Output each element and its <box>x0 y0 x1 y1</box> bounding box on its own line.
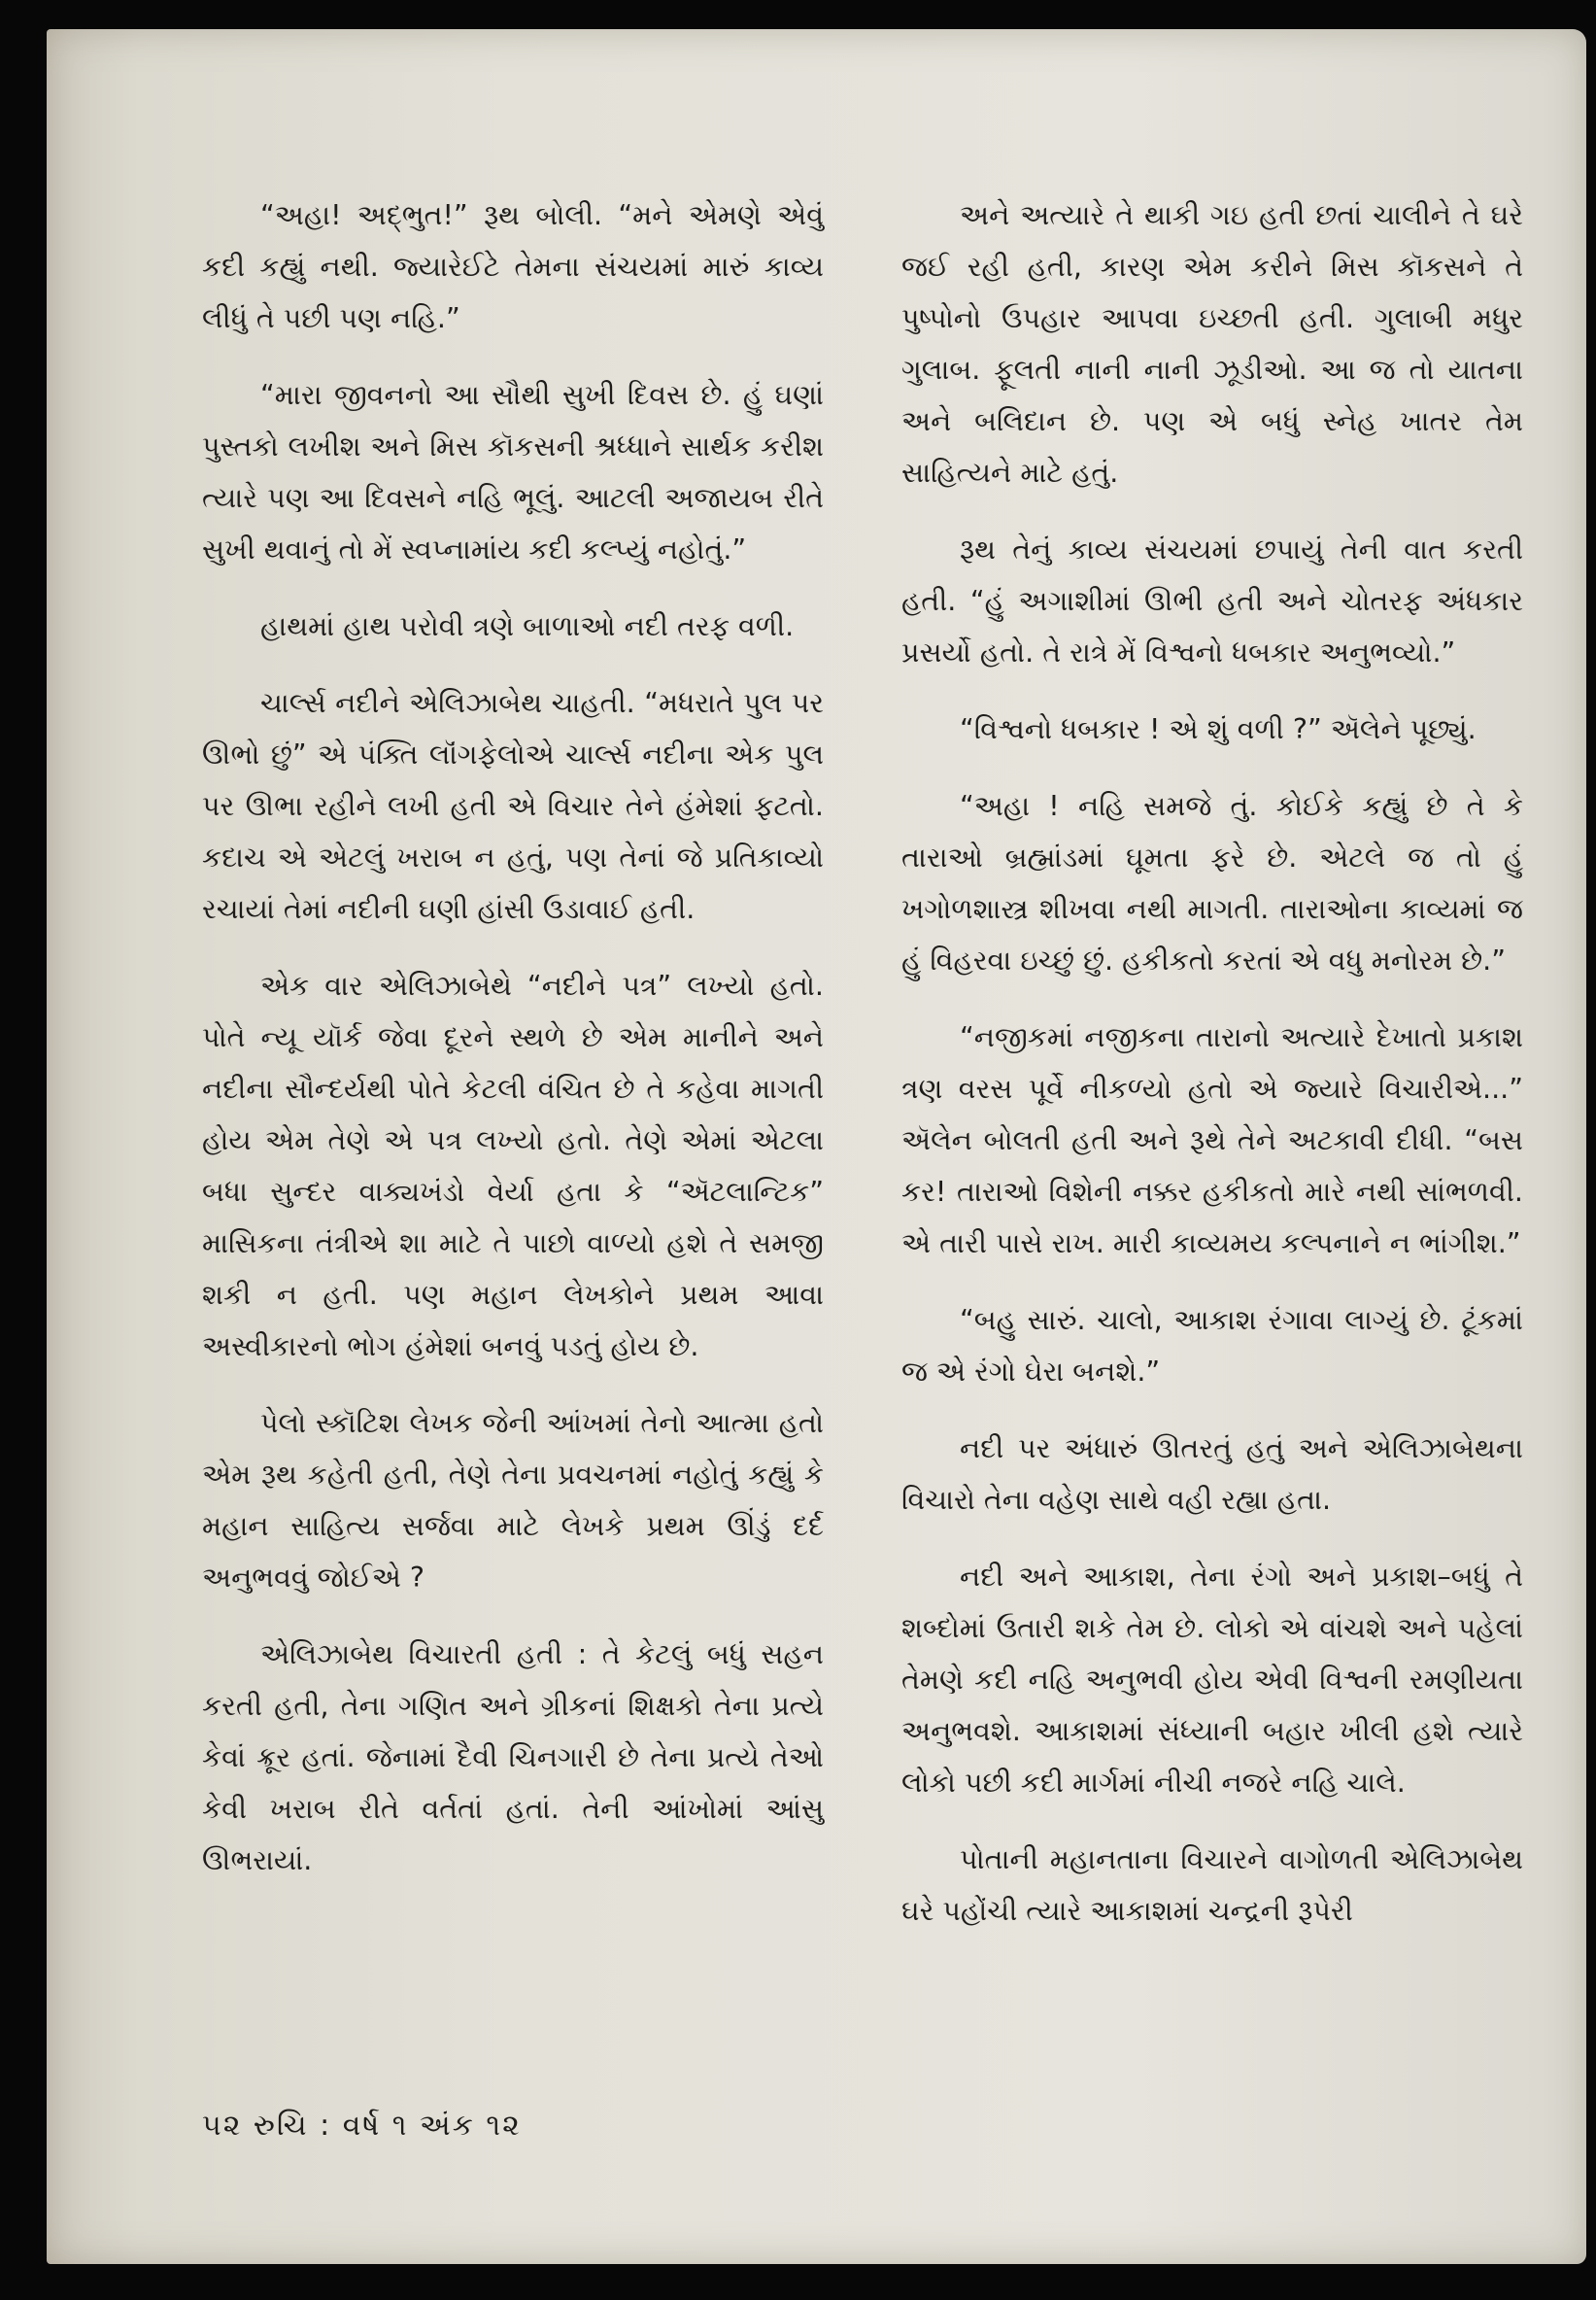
paragraph: એલિઝાબેથ વિચારતી હતી : તે કેટલું બધું સહન કરતી હતી, તેના ગણિત અને ગ્રીકનાં શિક્ષકો તેના પ્રત્યે કેવાં ક્રૂર હતાં. જેનામાં દૈવી ચિનગારી છે તેના પ્રત્યે તેઓ કેવી ખરાબ રીતે વર્તતાં હતાં. તેની આંખોમાં આંસુ ઊભરાયાં. <box>202 1638 824 1876</box>
paragraph: પેલો સ્કૉટિશ લેખક જેની આંખમાં તેનો આત્મા હતો એમ રૂથ કહેતી હતી, તેણે તેના પ્રવચનમાં નહોતું કહ્યું કે મહાન સાહિત્ય સર્જવા માટે લેખકે પ્રથમ ઊંડું દર્દ અનુભવવું જોઈએ ? <box>202 1407 824 1594</box>
paragraph: પોતાની મહાનતાના વિચારને વાગોળતી એલિઝાબેથ ઘરે પહોંચી ત્યારે આકાશમાં ચન્દ્રની રૂપેરી <box>901 1843 1523 1927</box>
left-column <box>202 189 824 1911</box>
magazine-page <box>47 29 1586 2264</box>
paragraph: “બહુ સારું. ચાલો, આકાશ રંગાવા લાગ્યું છે. ટૂંકમાં જ એ રંગો ઘેરા બનશે.” <box>901 1304 1523 1388</box>
page-footer: ૫૨ રુચિ : વર્ષ ૧ અંક ૧૨ <box>202 2109 522 2143</box>
paragraph: “અહા ! નહિ સમજે તું. કોઈકે કહ્યું છે તે કે તારાઓ બ્રહ્માંડમાં ઘૂમતા ફરે છે. એટલે જ તો હું ખગોળશાસ્ત્ર શીખવા નથી માગતી. તારાઓના કાવ્યમાં જ હું વિહરવા ઇચ્છું છું. હકીકતો કરતાં એ વધુ મનોરમ છે.” <box>901 790 1523 977</box>
paragraph: “અહા! અદ્ભુત!” રૂથ બોલી. “મને એમણે એવું કદી કહ્યું નથી. જ્યારેઈટે તેમના સંચયમાં મારું કાવ્ય લીધું તે પછી પણ નહિ.” <box>202 199 824 334</box>
paragraph: નદી પર અંધારું ઊતરતું હતું અને એલિઝાબેથના વિચારો તેના વહેણ સાથે વહી રહ્યા હતા. <box>901 1432 1523 1516</box>
paragraph: “વિશ્વનો ધબકાર ! એ શું વળી ?” ઍલેને પૂછ્યું. <box>960 713 1477 745</box>
paragraph: “નજીકમાં નજીકના તારાનો અત્યારે દેખાતો પ્રકાશ ત્રણ વરસ પૂર્વે નીકળ્યો હતો એ જ્યારે વિચારીએ...” ઍલેન બોલતી હતી અને રૂથે તેને અટકાવી દીધી. “બસ કર! તારાઓ વિશેની નક્કર હકીકતો મારે નથી સાંભળવી. એ તારી પાસે રાખ. મારી કાવ્યમય કલ્પનાને ન ભાંગીશ.” <box>901 1021 1523 1259</box>
paragraph: એક વાર એલિઝાબેથે “નદીને પત્ર” લખ્યો હતો. પોતે ન્યૂ યૉર્ક જેવા દૂરને સ્થળે છે એમ માનીને અને નદીના સૌન્દર્યથી પોતે કેટલી વંચિત છે તે કહેવા માગતી હોય એમ તેણે એ પત્ર લખ્યો હતો. તેણે એમાં એટલા બધા સુન્દર વાક્યખંડો વેર્યા હતા કે “ઍટલાન્ટિક” માસિકના તંત્રીએ શા માટે તે પાછો વાળ્યો હશે તે સમજી શકી ન હતી. પણ મહાન લેખકોને પ્રથમ આવા અસ્વીકારનો ભોગ હંમેશાં બનવું પડતું હોય છે. <box>202 970 824 1362</box>
right-column <box>901 189 1523 1962</box>
paragraph: અને અત્યારે તે થાકી ગઇ હતી છતાં ચાલીને તે ઘરે જઈ રહી હતી, કારણ એમ કરીને મિસ કૉકસને તે પુષ્પોનો ઉપહાર આપવા ઇચ્છતી હતી. ગુલાબી મધુર ગુલાબ. ફૂલતી નાની નાની ઝૂડીઓ. આ જ તો યાતના અને બલિદાન છે. પણ એ બધું સ્નેહ ખાતર તેમ સાહિત્યને માટે હતું. <box>901 199 1523 489</box>
paragraph: “મારા જીવનનો આ સૌથી સુખી દિવસ છે. હું ઘણાં પુસ્તકો લખીશ અને મિસ કૉકસની શ્રધ્ધાને સાર્થક કરીશ ત્યારે પણ આ દિવસને નહિ ભૂલું. આટલી અજાયબ રીતે સુખી થવાનું તો મેં સ્વપ્નામાંય કદી કલ્પ્યું નહોતું.” <box>202 379 824 566</box>
paragraph: રૂથ તેનું કાવ્ય સંચયમાં છપાયું તેની વાત કરતી હતી. “હું અગાશીમાં ઊભી હતી અને ચોતરફ અંધકાર પ્રસર્યો હતો. તે રાત્રે મેં વિશ્વનો ધબકાર અનુભવ્યો.” <box>901 533 1523 669</box>
paragraph: ચાર્લ્સ નદીને એલિઝાબેથ ચાહતી. “મધરાતે પુલ પર ઊભો છું” એ પંક્તિ લૉંગફેલોએ ચાર્લ્સ નદીના એક પુલ પર ઊભા રહીને લખી હતી એ વિચાર તેને હંમેશાં ફટતો. કદાચ એ એટલું ખરાબ ન હતું, પણ તેનાં જે પ્રતિકાવ્યો રચાયાં તેમાં નદીની ઘણી હાંસી ઉડાવાઈ હતી. <box>202 687 824 925</box>
paragraph: હાથમાં હાથ પરોવી ત્રણે બાળાઓ નદી તરફ વળી. <box>260 610 795 642</box>
paragraph: નદી અને આકાશ, તેના રંગો અને પ્રકાશ–બધું તે શબ્દોમાં ઉતારી શકે તેમ છે. લોકો એ વાંચશે અને પહેલાં તેમણે કદી નહિ અનુભવી હોય એવી વિશ્વની રમણીયતા અનુભવશે. આકાશમાં સંધ્યાની બહાર ખીલી હશે ત્યારે લોકો પછી કદી માર્ગમાં નીચી નજરે નહિ ચાલે. <box>901 1561 1523 1799</box>
